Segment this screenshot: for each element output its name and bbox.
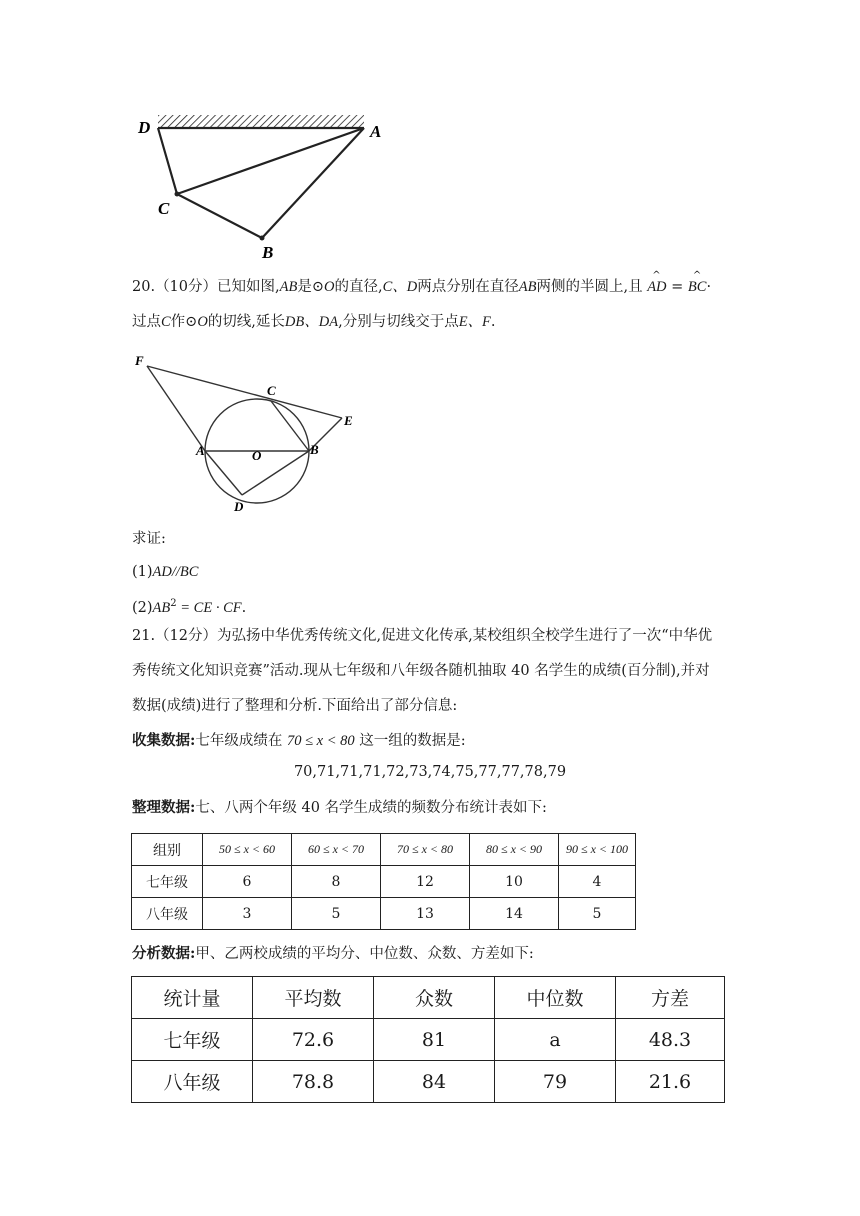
table-cell: 81 [374,1019,495,1061]
q20-text: 两侧的半圆上,且 [536,279,643,295]
table-cell: 组别 [132,834,203,866]
analyze-label: 分析数据: [132,945,196,962]
q21-line2: 秀传统文化知识竞赛”活动.现从七年级和八年级各随机抽取 40 名学生的成绩(百分制),并对 [132,663,710,679]
table-cell: 中位数 [495,977,616,1019]
table-cell: 80 ≤ x < 90 [470,834,559,866]
q20-ef: E、F [458,314,491,330]
part2-ab: AB [152,599,171,616]
arc-ad: ^ AD [647,270,667,295]
collect-text: 七年级成绩在 [195,733,287,749]
point-b [260,236,265,241]
q20-ab: AB [518,279,537,295]
table-header-row [132,834,636,866]
analyze-data-line [132,944,534,964]
table-cell: 七年级 [132,1019,253,1061]
q20-text: 作⊙ [170,314,198,330]
part1-statement: AD//BC [152,564,199,580]
label-b: B [262,243,274,262]
q20-o: O [197,314,208,330]
label-d: D [138,118,151,137]
q20-c: C [161,314,171,330]
table-cell: 90 ≤ x < 100 [559,834,636,866]
collect-data-line [132,731,466,751]
collect-label: 收集数据: [132,732,196,749]
table-cell: 方差 [616,977,725,1019]
q20-o: O [324,279,335,295]
segment-ab [262,128,364,238]
table-cell: 50 ≤ x < 60 [203,834,292,866]
table-cell: 3 [203,898,292,930]
q20-line1 [132,270,712,297]
point-c [175,192,180,197]
q21-line3: 数据(成绩)进行了整理和分析.下面给出了部分信息: [132,698,458,714]
table-row [132,898,636,930]
collect-text: 这一组的数据是: [354,733,466,749]
table-row [132,866,636,898]
statistics-table [131,976,725,1103]
label-c: C [158,199,170,218]
label-f: F [135,353,144,368]
q20-score: （10分） [155,279,218,295]
table-cell: 84 [374,1061,495,1103]
part2-rhs: = CE · CF [176,599,242,616]
table-cell: 八年级 [132,1061,253,1103]
table-cell: 5 [292,898,381,930]
table-cell: 14 [470,898,559,930]
table-cell: 4 [559,866,636,898]
q20-line2 [132,312,496,332]
table-cell: 21.6 [616,1061,725,1103]
q20-text: ,分别与切线交于点 [338,314,459,330]
label-e: E [344,413,353,428]
figure-circle-tangent [130,350,370,515]
table-cell: 13 [381,898,470,930]
label-d: D [234,499,244,514]
table-cell: 众数 [374,977,495,1019]
table-cell: 5 [559,898,636,930]
proof-part1 [132,562,198,582]
table-cell: 72.6 [253,1019,374,1061]
hatched-wall [158,115,364,128]
table-cell: 统计量 [132,977,253,1019]
table-header-row [132,977,725,1019]
q20-dbda: DB、DA [284,314,339,330]
table-cell: 8 [292,866,381,898]
label-b: B [310,442,319,457]
part1-number: (1) [132,564,153,580]
q21-line1: 21.（12分）为弘扬中华优秀传统文化,促进文化传承,某校组织全校学生进行了一次“中华优 [132,628,713,644]
table-row [132,1061,725,1103]
label-a: A [370,122,382,141]
tangent-fe [147,366,342,418]
q20-number: 20. [132,279,156,295]
table-cell: 79 [495,1061,616,1103]
q20-cd: C、D [382,279,418,295]
organize-data-line [132,798,547,818]
table-cell: 60 ≤ x < 70 [292,834,381,866]
table-cell: 12 [381,866,470,898]
collect-range: 70 ≤ x < 80 [286,733,355,749]
q20-text: 的直径, [334,279,383,295]
segment-ca [177,128,364,194]
table-row [132,1019,725,1061]
figure-triangle-dcab [130,108,400,266]
table-cell: a [495,1019,616,1061]
part2-end: . [241,599,247,616]
part2-number: (2) [132,599,153,616]
q20-ab: AB [279,279,298,295]
table-cell: 七年级 [132,866,203,898]
q20-eq: = [671,279,684,295]
q20-text: 过点 [132,314,161,330]
part2-exponent: 2 [170,598,177,609]
label-o: O [252,448,262,463]
q20-text: 已知如图, [217,279,280,295]
table-cell: 78.8 [253,1061,374,1103]
q20-dot: · [706,279,712,295]
organize-text: 七、八两个年级 40 名学生成绩的频数分布统计表如下: [195,800,547,816]
analyze-text: 甲、乙两校成绩的平均分、中位数、众数、方差如下: [195,946,534,962]
table-cell: 70 ≤ x < 80 [381,834,470,866]
label-a: A [196,443,205,458]
q20-text: 的切线,延长 [207,314,285,330]
label-c: C [267,383,276,398]
arc-bc: ^ BC [687,270,707,295]
proof-part2 [132,594,246,618]
table-cell: 八年级 [132,898,203,930]
table-cell: 平均数 [253,977,374,1019]
q20-period: . [490,314,496,330]
frequency-table [131,833,636,930]
qiuzheng: 求证: [132,531,166,547]
table-cell: 48.3 [616,1019,725,1061]
q20-text: 是⊙ [297,279,324,295]
table-cell: 6 [203,866,292,898]
collect-values: 70,71,71,71,72,73,74,75,77,77,78,79 [293,764,567,780]
organize-label: 整理数据: [132,799,196,816]
q20-text: 两点分别在直径 [417,279,519,295]
table-cell: 10 [470,866,559,898]
